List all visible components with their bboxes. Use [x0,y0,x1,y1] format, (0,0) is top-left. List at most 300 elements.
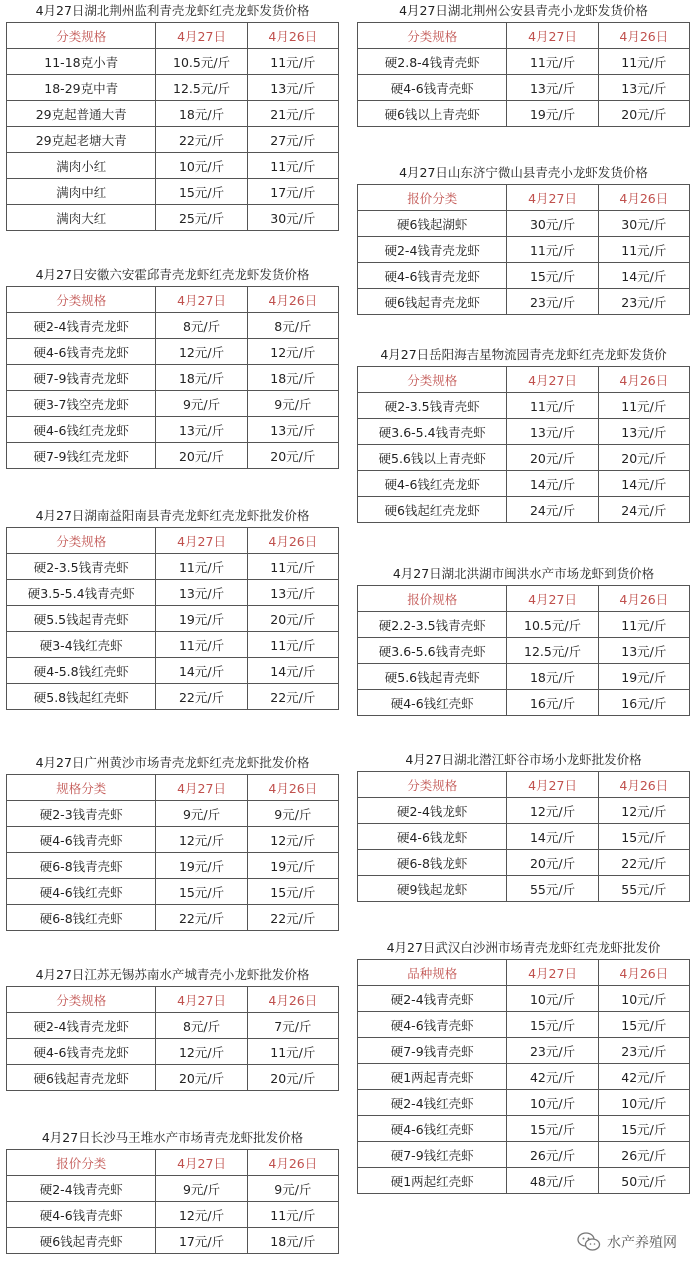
spec-cell: 硬7-9钱青壳龙虾 [7,365,156,391]
table-title: 4月27日湖北潜江虾谷市场小龙虾批发价格 [405,752,642,767]
table-row [358,986,690,1012]
price-table [357,959,690,1194]
table-row [7,1013,339,1039]
column-header: 4月26日 [598,367,689,393]
table-row [7,905,339,931]
price-cell: 13元/斤 [598,419,689,445]
price-cell: 18元/斤 [247,1228,338,1254]
table-row [7,827,339,853]
spec-cell: 硬4-6钱龙虾 [358,824,507,850]
price-cell: 11元/斤 [247,49,338,75]
price-cell: 19元/斤 [598,664,689,690]
price-table [6,774,339,931]
table-row [7,127,339,153]
price-table-block [357,162,690,315]
price-cell: 18元/斤 [247,365,338,391]
table-row [7,879,339,905]
table-row [7,443,339,469]
price-cell: 20元/斤 [156,443,247,469]
spec-cell: 29克起老塘大青 [7,127,156,153]
spec-cell: 硬4-6钱红壳虾 [7,879,156,905]
price-cell: 11元/斤 [247,554,338,580]
spec-cell: 硬2-3.5钱青壳虾 [358,393,507,419]
column-header: 分类规格 [7,287,156,313]
price-table-block [357,563,690,716]
price-cell: 12.5元/斤 [507,638,598,664]
spec-cell: 硬5.6钱以上青壳虾 [358,445,507,471]
price-table [6,986,339,1091]
table-row [7,313,339,339]
spec-cell: 硬4-6钱青壳龙虾 [7,339,156,365]
price-cell: 23元/斤 [598,1038,689,1064]
price-cell: 25元/斤 [156,205,247,231]
price-cell: 20元/斤 [247,606,338,632]
price-cell: 11元/斤 [598,393,689,419]
price-cell: 13元/斤 [507,75,598,101]
table-header-row [7,775,339,801]
price-cell: 10.5元/斤 [507,612,598,638]
price-cell: 22元/斤 [156,127,247,153]
column-header: 分类规格 [358,23,507,49]
table-row [358,1116,690,1142]
table-row [358,497,690,523]
column-header: 分类规格 [358,367,507,393]
price-cell: 9元/斤 [247,801,338,827]
spec-cell: 硬5.8钱起红壳虾 [7,684,156,710]
table-title: 4月27日湖北荆州公安县青壳小龙虾发货价格 [399,3,648,18]
spec-cell: 硬2.8-4钱青壳虾 [358,49,507,75]
table-row [358,393,690,419]
price-table [6,286,339,469]
table-row [358,1168,690,1194]
price-table-block [357,749,690,902]
price-table-block [6,1127,339,1254]
table-row [358,1012,690,1038]
price-cell: 23元/斤 [507,1038,598,1064]
table-title: 4月27日湖北洪湖市闽洪水产市场龙虾到货价格 [392,566,655,581]
spec-cell: 硬4-6钱青壳虾 [7,827,156,853]
spec-cell: 硬6-8钱红壳虾 [7,905,156,931]
column-header: 报价规格 [358,586,507,612]
price-cell: 20元/斤 [598,445,689,471]
price-cell: 30元/斤 [507,211,598,237]
price-cell: 13元/斤 [247,75,338,101]
spec-cell: 硬4-6钱红壳龙虾 [358,471,507,497]
price-cell: 19元/斤 [507,101,598,127]
spec-cell: 硬6钱以上青壳虾 [358,101,507,127]
price-cell: 8元/斤 [247,313,338,339]
price-cell: 14元/斤 [507,824,598,850]
spec-cell: 硬2.2-3.5钱青壳虾 [358,612,507,638]
price-table [357,184,690,315]
table-header-row [7,287,339,313]
price-table [357,366,690,523]
column-header: 规格分类 [7,775,156,801]
price-cell: 27元/斤 [247,127,338,153]
price-cell: 10元/斤 [507,1090,598,1116]
table-title: 4月27日武汉白沙洲市场青壳龙虾红壳龙虾批发价 [386,940,661,955]
table-row [7,1176,339,1202]
price-cell: 50元/斤 [598,1168,689,1194]
column-header: 4月27日 [507,772,598,798]
price-cell: 22元/斤 [247,684,338,710]
table-row [358,876,690,902]
spec-cell: 硬3.6-5.4钱青壳虾 [358,419,507,445]
price-cell: 13元/斤 [507,419,598,445]
price-cell: 26元/斤 [507,1142,598,1168]
table-row [358,1064,690,1090]
price-cell: 42元/斤 [598,1064,689,1090]
column-header: 4月26日 [598,185,689,211]
column-header: 4月27日 [507,367,598,393]
spec-cell: 硬2-4钱青壳虾 [7,1176,156,1202]
price-cell: 10元/斤 [156,153,247,179]
price-cell: 12元/斤 [156,1202,247,1228]
price-cell: 20元/斤 [507,445,598,471]
price-cell: 14元/斤 [507,471,598,497]
price-cell: 14元/斤 [598,263,689,289]
price-cell: 15元/斤 [598,824,689,850]
price-cell: 12元/斤 [156,339,247,365]
price-cell: 12元/斤 [156,827,247,853]
price-table [6,1149,339,1254]
price-cell: 20元/斤 [156,1065,247,1091]
spec-cell: 硬4-6钱青壳龙虾 [7,1039,156,1065]
column-header: 4月26日 [247,1150,338,1176]
price-cell: 11元/斤 [247,153,338,179]
watermark [577,1231,677,1253]
price-cell: 12元/斤 [247,827,338,853]
price-cell: 15元/斤 [507,1116,598,1142]
price-cell: 11元/斤 [247,1202,338,1228]
price-cell: 42元/斤 [507,1064,598,1090]
column-header: 4月26日 [598,772,689,798]
price-cell: 11元/斤 [598,612,689,638]
table-row [358,1038,690,1064]
spec-cell: 硬3.6-5.6钱青壳虾 [358,638,507,664]
spec-cell: 硬4-6钱红壳虾 [358,1116,507,1142]
price-cell: 13元/斤 [598,638,689,664]
table-row [358,612,690,638]
table-row [358,850,690,876]
table-row [7,417,339,443]
price-cell: 10元/斤 [507,986,598,1012]
price-cell: 11元/斤 [156,554,247,580]
price-cell: 12.5元/斤 [156,75,247,101]
spec-cell: 硬2-4钱红壳虾 [358,1090,507,1116]
spec-cell: 硬6钱起红壳龙虾 [358,497,507,523]
price-cell: 18元/斤 [156,101,247,127]
column-header: 4月26日 [247,987,338,1013]
price-cell: 21元/斤 [247,101,338,127]
column-header: 4月26日 [247,775,338,801]
price-cell: 13元/斤 [156,417,247,443]
price-cell: 15元/斤 [598,1012,689,1038]
spec-cell: 11-18克小青 [7,49,156,75]
table-row [358,1090,690,1116]
spec-cell: 硬5.5钱起青壳虾 [7,606,156,632]
column-header: 4月27日 [507,586,598,612]
column-header: 报价分类 [358,185,507,211]
price-cell: 22元/斤 [598,850,689,876]
spec-cell: 硬3-7钱空壳龙虾 [7,391,156,417]
price-cell: 9元/斤 [156,1176,247,1202]
column-header: 4月27日 [156,987,247,1013]
table-row [7,153,339,179]
table-row [7,101,339,127]
price-cell: 20元/斤 [598,101,689,127]
price-cell: 11元/斤 [598,237,689,263]
price-cell: 20元/斤 [247,1065,338,1091]
price-table-block [357,344,690,523]
column-header: 分类规格 [7,23,156,49]
price-cell: 11元/斤 [507,393,598,419]
price-cell: 12元/斤 [507,798,598,824]
price-table [357,771,690,902]
spec-cell: 硬2-3.5钱青壳虾 [7,554,156,580]
spec-cell: 硬4-6钱青壳龙虾 [358,263,507,289]
spec-cell: 硬6钱起青壳龙虾 [358,289,507,315]
spec-cell: 硬4-5.8钱红壳虾 [7,658,156,684]
price-cell: 13元/斤 [598,75,689,101]
spec-cell: 硬3.5-5.4钱青壳虾 [7,580,156,606]
price-cell: 10.5元/斤 [156,49,247,75]
price-cell: 30元/斤 [598,211,689,237]
spec-cell: 满肉中红 [7,179,156,205]
table-row [7,205,339,231]
price-cell: 9元/斤 [156,801,247,827]
price-cell: 10元/斤 [598,986,689,1012]
table-title: 4月27日长沙马王堆水产市场青壳龙虾批发价格 [41,1130,304,1145]
table-row [7,49,339,75]
column-header: 4月26日 [247,23,338,49]
table-row [7,606,339,632]
table-row [7,658,339,684]
table-title: 4月27日湖南益阳南县青壳龙虾红壳龙虾批发价格 [35,508,310,523]
column-header: 4月26日 [598,960,689,986]
spec-cell: 硬6-8钱青壳虾 [7,853,156,879]
price-cell: 16元/斤 [598,690,689,716]
table-title: 4月27日安徽六安霍邱青壳龙虾红壳龙虾发货价格 [35,267,310,282]
price-cell: 11元/斤 [247,632,338,658]
table-row [7,391,339,417]
table-title: 4月27日岳阳海吉星物流园青壳龙虾红壳龙虾发货价 [380,347,667,362]
table-row [358,471,690,497]
table-row [358,824,690,850]
price-cell: 11元/斤 [247,1039,338,1065]
price-table-block [6,752,339,931]
spec-cell: 硬4-6钱青壳虾 [358,75,507,101]
table-header-row [358,586,690,612]
spec-cell: 硬4-6钱青壳虾 [358,1012,507,1038]
price-cell: 14元/斤 [156,658,247,684]
table-title: 4月27日广州黄沙市场青壳龙虾红壳龙虾批发价格 [35,755,310,770]
table-row [7,75,339,101]
column-header: 品种规格 [358,960,507,986]
spec-cell: 硬2-4钱龙虾 [358,798,507,824]
spec-cell: 硬5.6钱起青壳虾 [358,664,507,690]
price-cell: 22元/斤 [247,905,338,931]
price-cell: 48元/斤 [507,1168,598,1194]
spec-cell: 硬2-4钱青壳龙虾 [358,237,507,263]
price-cell: 23元/斤 [598,289,689,315]
price-cell: 15元/斤 [507,1012,598,1038]
price-cell: 12元/斤 [598,798,689,824]
spec-cell: 硬6钱起湖虾 [358,211,507,237]
price-cell: 11元/斤 [507,49,598,75]
table-header-row [358,960,690,986]
price-cell: 23元/斤 [507,289,598,315]
price-cell: 14元/斤 [247,658,338,684]
price-cell: 11元/斤 [598,49,689,75]
table-row [7,684,339,710]
spec-cell: 18-29克中青 [7,75,156,101]
table-row [7,853,339,879]
spec-cell: 硬4-6钱青壳虾 [7,1202,156,1228]
table-row [358,798,690,824]
price-cell: 17元/斤 [247,179,338,205]
table-row [358,237,690,263]
column-header: 4月26日 [247,287,338,313]
price-table [6,527,339,710]
spec-cell: 硬2-4钱青壳龙虾 [7,1013,156,1039]
price-cell: 8元/斤 [156,1013,247,1039]
table-row [7,801,339,827]
table-header-row [358,772,690,798]
column-header: 4月27日 [507,960,598,986]
table-header-row [7,987,339,1013]
spec-cell: 硬1两起红壳虾 [358,1168,507,1194]
price-cell: 19元/斤 [156,853,247,879]
spec-cell: 硬7-9钱红壳龙虾 [7,443,156,469]
price-cell: 22元/斤 [156,905,247,931]
column-header: 4月26日 [598,23,689,49]
column-header: 分类规格 [7,528,156,554]
table-header-row [7,528,339,554]
table-row [7,554,339,580]
table-row [7,339,339,365]
column-header: 4月27日 [156,528,247,554]
spec-cell: 硬4-6钱红壳虾 [358,690,507,716]
table-row [358,445,690,471]
spec-cell: 硬7-9钱红壳虾 [358,1142,507,1168]
price-table-block [357,0,690,127]
price-cell: 15元/斤 [247,879,338,905]
price-cell: 14元/斤 [598,471,689,497]
price-cell: 10元/斤 [598,1090,689,1116]
price-cell: 17元/斤 [156,1228,247,1254]
price-cell: 11元/斤 [156,632,247,658]
table-header-row [7,1150,339,1176]
spec-cell: 硬9钱起龙虾 [358,876,507,902]
table-row [7,1228,339,1254]
price-cell: 24元/斤 [598,497,689,523]
spec-cell: 硬6钱起青壳虾 [7,1228,156,1254]
table-row [7,365,339,391]
table-row [358,263,690,289]
price-cell: 16元/斤 [507,690,598,716]
price-table [357,585,690,716]
table-title: 4月27日山东济宁微山县青壳小龙虾发货价格 [399,165,648,180]
price-table [357,22,690,127]
price-cell: 22元/斤 [156,684,247,710]
price-cell: 9元/斤 [156,391,247,417]
price-cell: 26元/斤 [598,1142,689,1168]
table-title: 4月27日江苏无锡苏南水产城青壳小龙虾批发价格 [35,967,310,982]
spec-cell: 硬2-3钱青壳虾 [7,801,156,827]
price-cell: 24元/斤 [507,497,598,523]
table-row [7,1065,339,1091]
column-header: 报价分类 [7,1150,156,1176]
price-cell: 20元/斤 [247,443,338,469]
column-header: 分类规格 [7,987,156,1013]
spec-cell: 硬6钱起青壳龙虾 [7,1065,156,1091]
spec-cell: 硬7-9钱青壳虾 [358,1038,507,1064]
price-cell: 8元/斤 [156,313,247,339]
table-row [7,1039,339,1065]
column-header: 分类规格 [358,772,507,798]
price-cell: 19元/斤 [247,853,338,879]
table-row [358,638,690,664]
price-cell: 12元/斤 [247,339,338,365]
price-cell: 55元/斤 [507,876,598,902]
table-row [7,580,339,606]
wechat-icon [577,1231,601,1253]
price-cell: 18元/斤 [507,664,598,690]
price-cell: 55元/斤 [598,876,689,902]
table-row [7,632,339,658]
table-row [7,179,339,205]
price-cell: 12元/斤 [156,1039,247,1065]
table-row [7,1202,339,1228]
price-cell: 19元/斤 [156,606,247,632]
spec-cell: 满肉大红 [7,205,156,231]
column-header: 4月27日 [507,23,598,49]
price-cell: 18元/斤 [156,365,247,391]
table-row [358,690,690,716]
price-table-block [6,505,339,710]
price-cell: 13元/斤 [247,417,338,443]
price-cell: 20元/斤 [507,850,598,876]
table-row [358,211,690,237]
spec-cell: 满肉小红 [7,153,156,179]
table-title: 4月27日湖北荆州监利青壳龙虾红壳龙虾发货价格 [35,3,310,18]
column-header: 4月27日 [156,775,247,801]
price-cell: 9元/斤 [247,391,338,417]
price-cell: 30元/斤 [247,205,338,231]
price-table-block [6,0,339,231]
table-header-row [7,23,339,49]
table-row [358,664,690,690]
table-header-row [358,367,690,393]
column-header: 4月26日 [247,528,338,554]
price-cell: 15元/斤 [598,1116,689,1142]
spec-cell: 硬2-4钱青壳虾 [358,986,507,1012]
table-row [358,49,690,75]
table-row [358,289,690,315]
column-header: 4月26日 [598,586,689,612]
price-cell: 9元/斤 [247,1176,338,1202]
watermark-text: 水产养殖网 [607,1235,677,1251]
price-table-block [6,964,339,1091]
table-row [358,75,690,101]
price-table-block [357,937,690,1194]
spec-cell: 硬4-6钱红壳龙虾 [7,417,156,443]
price-cell: 13元/斤 [247,580,338,606]
column-header: 4月27日 [156,23,247,49]
table-header-row [358,23,690,49]
table-row [358,101,690,127]
